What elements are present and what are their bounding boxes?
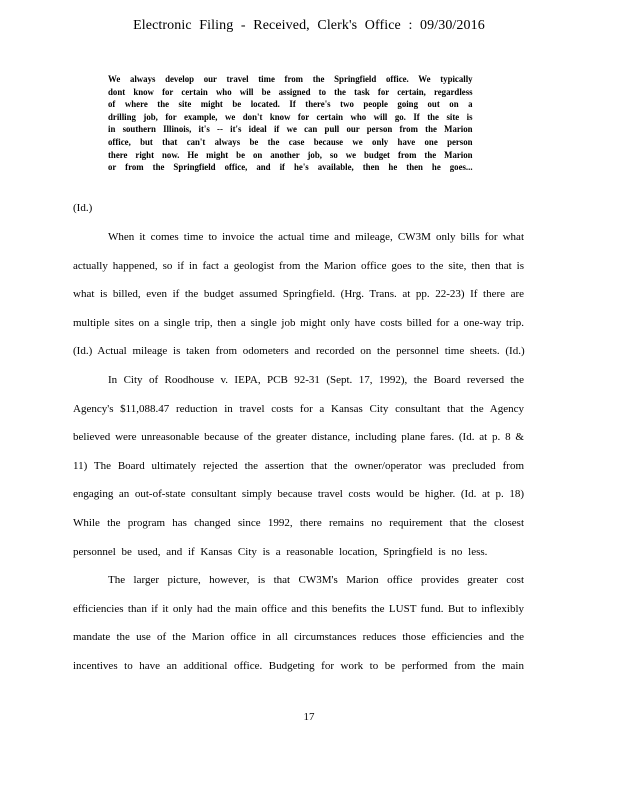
paragraph-line: When it comes time to invoice the actual time and mileage, CW3M only bills for what [108,231,524,243]
quote-line: dont know for certain who will be assigned to the task for certain, regardless [108,86,473,97]
quote-line: there right now. He might be on another job, so we budget from the Marion [108,149,473,160]
paragraph-line: efficiencies than if it only had the main office and this benefits the LUST fund. But to inflexibly [73,602,524,615]
quote-line: drilling job, for example, we don't know for certain who will go. If the site is [108,111,473,122]
quote-line: or from the Springfield office, and if he's available, then he then he goes... [108,162,473,173]
citation: (Id.) [73,202,93,214]
paragraph-line: 11) The Board ultimately rejected the assertion that the owner/operator was precluded from [73,459,524,472]
paragraph-line: multiple sites on a single trip, then a single job might only have costs billed for a one-way trip. [73,316,524,329]
paragraph-line: Agency's $11,088.47 reduction in travel costs for a Kansas City consultant that the Agency [73,402,524,415]
paragraph-line: mandate the use of the Marion office in all circumstances reduces those efficiencies and the [73,631,524,644]
paragraph-line: believed were unreasonable because of the greater distance, including plane fares. (Id. at p. 8 & [73,431,524,444]
paragraph-line: engaging an out-of-state consultant simply because travel costs would be higher. (Id. at p. 18) [73,488,524,501]
paragraph-line: actually happened, so if in fact a geologist from the Marion office goes to the site, then that is [73,259,524,272]
quote-line: We always develop our travel time from the Springfield office. We typically [108,74,473,84]
block-quote [108,73,480,174]
paragraph-line: what is billed, even if the budget assumed Springfield. (Hrg. Trans. at pp. 22-23) If there are [73,288,524,301]
paragraph-line: incentives to have an additional office. Budgeting for work to be performed from the main [73,659,524,672]
paragraph-line: The larger picture, however, is that CW3M's Marion office provides greater cost [108,574,524,587]
quote-line: of where the site might be located. If there's two people going out on a [108,99,473,110]
filing-header: Electronic Filing - Received, Clerk's Office : 09/30/2016 [133,18,485,33]
paragraph-line: While the program has changed since 1992, there remains no requirement that the closest [73,516,524,529]
paragraph-line: personnel be used, and if Kansas City is a reasonable location, Springfield is no less. [73,545,488,558]
paragraph-line: In City of Roodhouse v. IEPA, PCB 92-31 (Sept. 17, 1992), the Board reversed the [108,373,524,386]
quote-line: in southern Illinois, it's -- it's ideal if we can pull our person from the Marion [108,124,473,135]
page-number: 17 [303,711,315,723]
quote-line: office, but that can't always be the case because we only have one person [108,136,473,147]
paragraph-line: (Id.) Actual mileage is taken from odometers and recorded on the personnel time sheets. (Id.) [73,345,525,358]
body-text [73,228,524,686]
